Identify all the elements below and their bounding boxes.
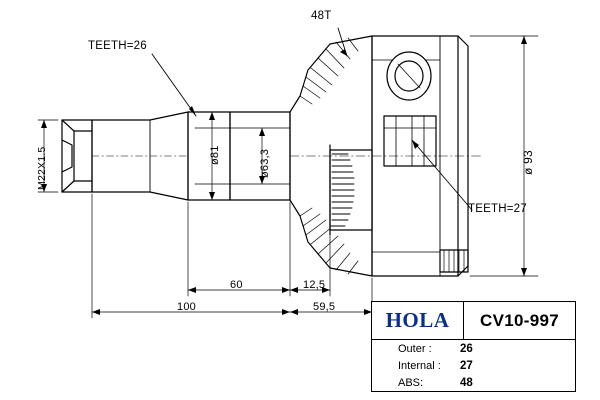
dim-label-12-5: 12,5: [303, 279, 326, 291]
brand-row: [372, 302, 575, 340]
spec-row-internal: [372, 357, 575, 374]
label-dia-81: ø81: [209, 145, 221, 165]
label-dia-93: ø 93: [521, 150, 535, 175]
spec-value-outer: 26: [460, 342, 473, 355]
spec-key-outer: Outer :: [398, 342, 432, 355]
spec-key-abs: ABS:: [398, 377, 424, 390]
spec-row-abs: [372, 375, 575, 392]
spec-key-internal: Internal :: [398, 359, 441, 372]
dim-label-60: 60: [230, 279, 243, 291]
brand-logo: HOLA: [372, 302, 464, 339]
spec-row-outer: [372, 340, 575, 357]
label-48t: 48T: [311, 10, 332, 22]
leader-teeth-left: [152, 54, 196, 116]
leader-teeth-right: [412, 140, 472, 210]
dim-label-59-5: 59,5: [313, 301, 336, 313]
label-thread-m22: M22X1.5: [36, 146, 48, 190]
spec-value-internal: 27: [460, 359, 473, 372]
dim-label-100: 100: [177, 301, 196, 313]
label-teeth-left: TEETH=26: [88, 40, 147, 52]
spec-value-abs: 48: [460, 377, 473, 390]
label-dia-63-3: ø63,3: [259, 148, 271, 178]
label-teeth-right: TEETH=27: [468, 203, 527, 215]
part-info-box: [371, 301, 576, 392]
part-number: CV10-997: [480, 310, 559, 330]
